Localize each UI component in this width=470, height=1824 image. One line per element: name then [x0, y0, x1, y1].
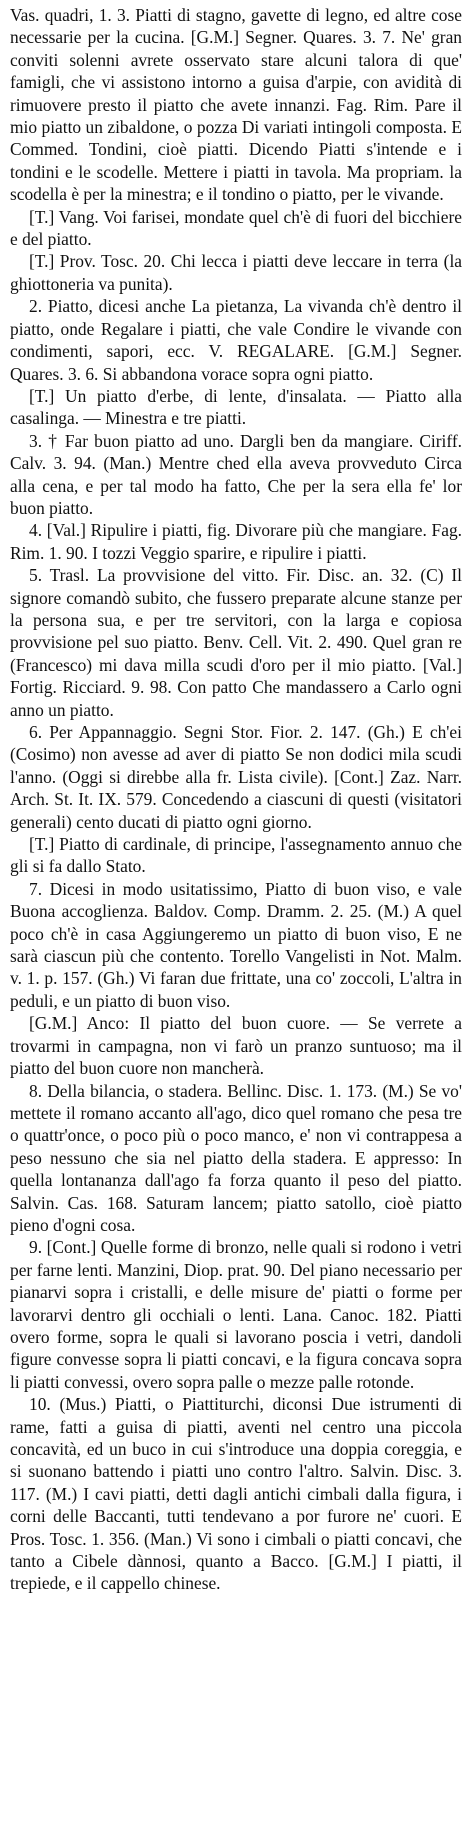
entry-sense-5: 5. Trasl. La provvisione del vitto. Fir. Disc. an. 32. (C) Il signore comandò subito, che fussero preparate alcune stanze per la persona sua, e per tre servitori, con la larga e copiosa provvisione pel suo piatto. Benv. Cell. Vit. 2. 490. Quel gran re (Francesco) mi dava milla scudi d'oro per il mio piatto. [Val.] Fortig. Ricciard. 9. 98. Con patto Che mandassero a Carlo ogni anno un piatto.: [10, 565, 462, 720]
entry-sense-3: 3. † Far buon piatto ad uno. Dargli ben da mangiare. Ciriff. Calv. 3. 94. (Man.) Mentre ched ella aveva provveduto Circa alla cena, e per tal modo ha fatto, Che per la sera ella fe' lor buon piatto.: [10, 430, 462, 518]
entry-sense-10: 10. (Mus.) Piatti, o Piattiturchi, diconsi Due istrumenti di rame, fatti a guisa di piatti, aventi nel centro una piccola concavità, ed un buco in cui s'introduce una doppia coreggia, e si suonano battendo i piatti uno contro l'altro. Salvin. Disc. 3. 117. (M.) I cavi piatti, detti dagli antichi cimbali dalla figura, i corni delle Baccanti, tutti tendevano a por furore ne' cuori. E Pros. Tosc. 1. 356. (Man.) Vi sono i cimbali o piatti concavi, che tanto a Cibele dànnosi, quanto a Bacco. [G.M.] I piatti, il trepiede, e il cappello chinese.: [10, 1394, 462, 1594]
entry-paragraph-cardinale: [T.] Piatto di cardinale, di principe, l'assegnamento annuo che gli si fa dallo Stato.: [10, 834, 462, 877]
entry-paragraph-proverbio: [T.] Prov. Tosc. 20. Chi lecca i piatti deve leccare in terra (la ghiottoneria va punita).: [10, 251, 462, 294]
entry-sense-6: 6. Per Appannaggio. Segni Stor. Fior. 2. 147. (Gh.) E ch'ei (Cosimo) non avesse ad aver di piatto Se non dodici mila scudi l'anno. (Oggi si direbbe alla fr. Lista civile). [Cont.] Zaz. Narr. Arch. St. It. IX. 579. Concedendo a ciascuni di questi (visitatori generali) cento ducati di piatto ogni giorno.: [10, 722, 462, 832]
entry-paragraph-piatto-erbe: [T.] Un piatto d'erbe, di lente, d'insalata. — Piatto alla casalinga. — Minestra e tre piatti.: [10, 385, 462, 429]
entry-sense-8: 8. Della bilancia, o stadera. Bellinc. Disc. 1. 173. (M.) Se vo' mettete il romano accanto all'ago, dico quel romano che pesa tre o quattr'once, o poco più o poco manco, e' non vi contrappesa a peso nessuno che sia nel piatto della stadera. E appresso: In quella lontananza dall'ago fa forza quanto il peso del piatto. Salvin. Cas. 168. Saturam lancem; piatto satollo, cioè piatto pieno d'ogni cosa.: [10, 1080, 462, 1235]
entry-sense-7: 7. Dicesi in modo usitatissimo, Piatto di buon viso, e vale Buona accoglienza. Baldov. Comp. Dramm. 2. 25. (M.) A quel poco ch'è in casa Aggiungeremo un piatto di buon viso, E ne sarà ciascun più che contento. Torello Vangelisti in Not. Malm. v. 1. p. 157. (Gh.) Vi faran due frittate, una co' zoccoli, L'altra in peduli, e un piatto di buon viso.: [10, 878, 462, 1011]
entry-sense-2: 2. Piatto, dicesi anche La pietanza, La vivanda ch'è dentro il piatto, onde Regalare i piatti, che vale Condire le vivande con condimenti, sapori, ecc. V. REGALARE. [G.M.] Segner. Quares. 3. 6. Si abbandona vorace sopra ogni piatto.: [10, 296, 462, 384]
entry-paragraph-buon-cuore: [G.M.] Anco: Il piatto del buon cuore. — Se verrete a trovarmi in campagna, non vi farò un pranzo suntuoso; ma il piatto del buon cuore non mancherà.: [10, 1013, 462, 1079]
entry-paragraph-continuation: Vas. quadri, 1. 3. Piatti di stagno, gavette di legno, ed altre cose necessarie per la cucina. [G.M.] Segner. Quares. 3. 7. Ne' gran conviti solenni avrete osservato stare alcuni talora di que' famigli, che vi assistono intorno a guisa d'arpie, con avidità di rimuovere presto il piatto che avete innanzi. Fag. Rim. Pare il mio piatto un zibaldone, o pozza Di variati intingoli composta. E Commed. Tondini, cioè piatti. Dicendo Piatti s'intende e i tondini e le scodelle. Mettere i piatti in tavola. Ma propriam. la scodella è per la minestra; e il tondino o piatto, per le vivande.: [10, 5, 462, 205]
entry-sense-9: 9. [Cont.] Quelle forme di bronzo, nelle quali si rodono i vetri per farne lenti. Manzini, Diop. prat. 90. Del piano necessario per pianarvi sopra i cristalli, e delle misure de' piatti o forme per lavorarvi dentro gli occhiali o lenti. Lana. Canoc. 182. Piatti overo forme, sopra le quali si lavorano poscia i vetri, dandoli figure convesse sopra li piatti concavi, e la figura concava sopra li piatti convessi, overo sopra palle o mezze palle rotonde.: [10, 1237, 462, 1392]
entry-sense-4: 4. [Val.] Ripulire i piatti, fig. Divorare più che mangiare. Fag. Rim. 1. 90. I tozzi Veggio sparire, e ripulire i piatti.: [10, 520, 462, 563]
entry-paragraph-vangelo: [T.] Vang. Voi farisei, mondate quel ch'è di fuori del bicchiere e del piatto.: [10, 206, 462, 250]
